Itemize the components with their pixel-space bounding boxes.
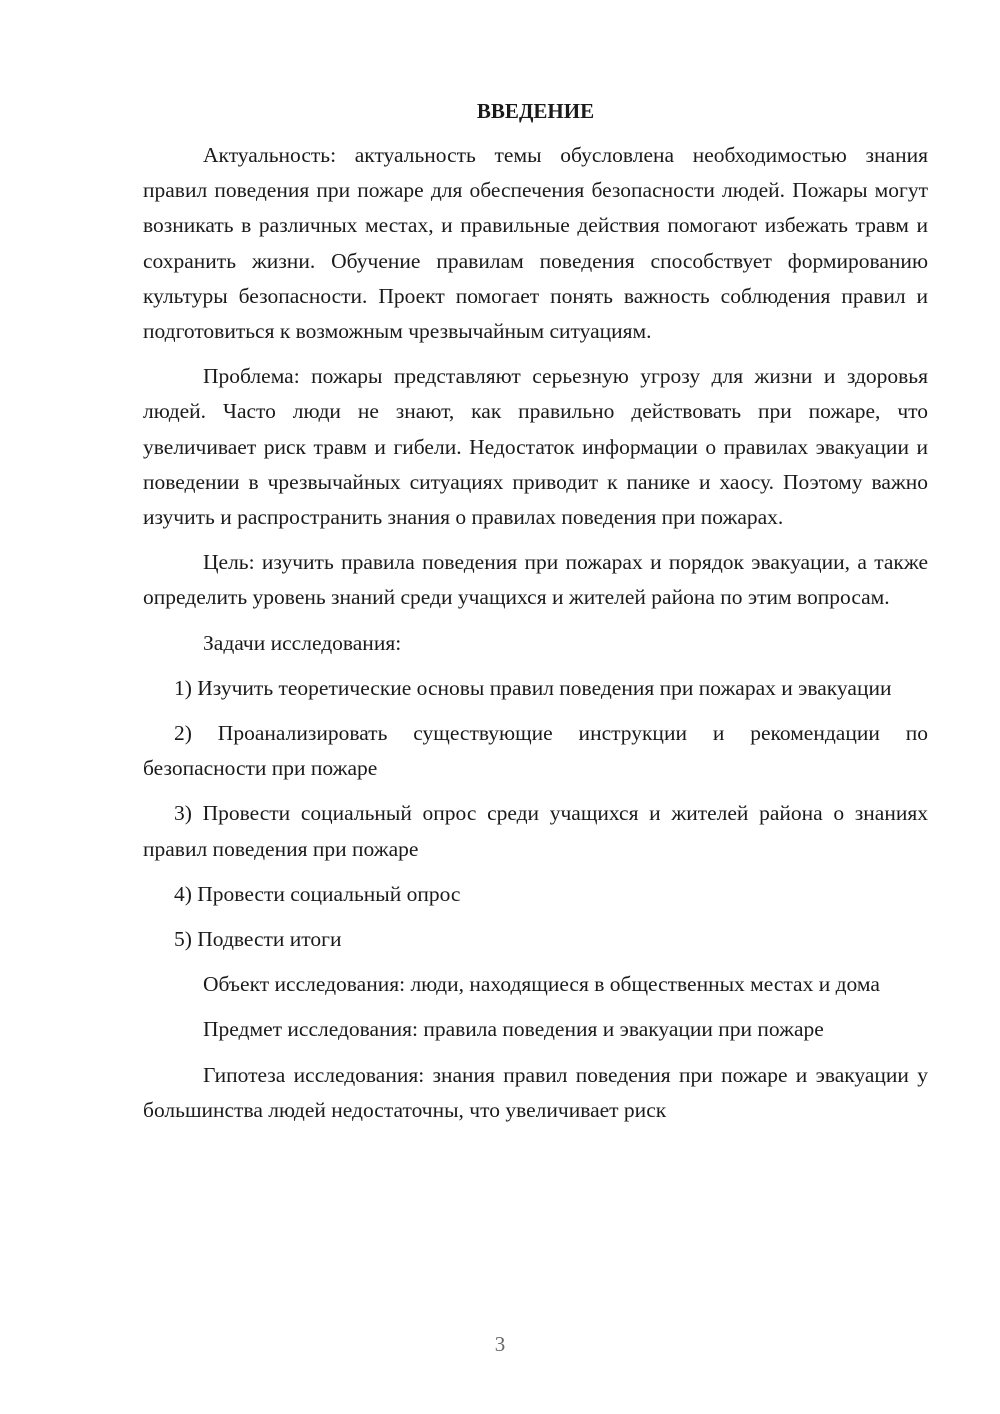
paragraph-hypothesis: Гипотеза исследования: знания правил поведения при пожаре и эвакуации у большинства людей недостаточны, что увеличивает риск bbox=[143, 1062, 928, 1122]
tasks-heading: Задачи исследования: bbox=[203, 630, 402, 655]
paragraph-object: Объект исследования: люди, находящиеся в общественных местах и дома bbox=[203, 972, 880, 997]
document-page bbox=[143, 96, 928, 1138]
paragraph-relevance: Актуальность: актуальность темы обусловлена необходимостью знания правил поведения при пожаре для обеспечения безопасности людей. Пожары могут возникать в различных местах, и правильные действия помогают избежать травм и сохранить жизни. Обучение правилам поведения способствует формированию культуры безопасности. Проект помогает понять важность соблюдения правил и подготовиться к возможным чрезвычайным ситуациям. bbox=[143, 143, 928, 344]
paragraph-goal: Цель: изучить правила поведения при пожарах и порядок эвакуации, а также определить уровень знаний среди учащихся и жителей района по этим вопросам. bbox=[143, 550, 928, 610]
task-item-3: 3) Провести социальный опрос среди учащихся и жителей района о знаниях правил поведения при пожаре bbox=[143, 801, 928, 861]
page-number: 3 bbox=[494, 1332, 506, 1356]
paragraph-problem: Проблема: пожары представляют серьезную угрозу для жизни и здоровья людей. Часто люди не знают, как правильно действовать при пожаре, что увеличивает риск травм и гибели. Недостаток информации о правилах эвакуации и поведении в чрезвычайных ситуациях приводит к панике и хаосу. Поэтому важно изучить и распространить знания о правилах поведения при пожарах. bbox=[143, 364, 928, 530]
page-title: ВВЕДЕНИЕ bbox=[476, 99, 595, 123]
task-item-2: 2) Проанализировать существующие инструкции и рекомендации по безопасности при пожаре bbox=[143, 721, 928, 781]
task-item-1: 1) Изучить теоретические основы правил поведения при пожарах и эвакуации bbox=[174, 675, 892, 700]
task-item-5: 5) Подвести итоги bbox=[174, 927, 342, 952]
task-item-4: 4) Провести социальный опрос bbox=[174, 881, 461, 906]
paragraph-subject: Предмет исследования: правила поведения и эвакуации при пожаре bbox=[203, 1017, 824, 1042]
